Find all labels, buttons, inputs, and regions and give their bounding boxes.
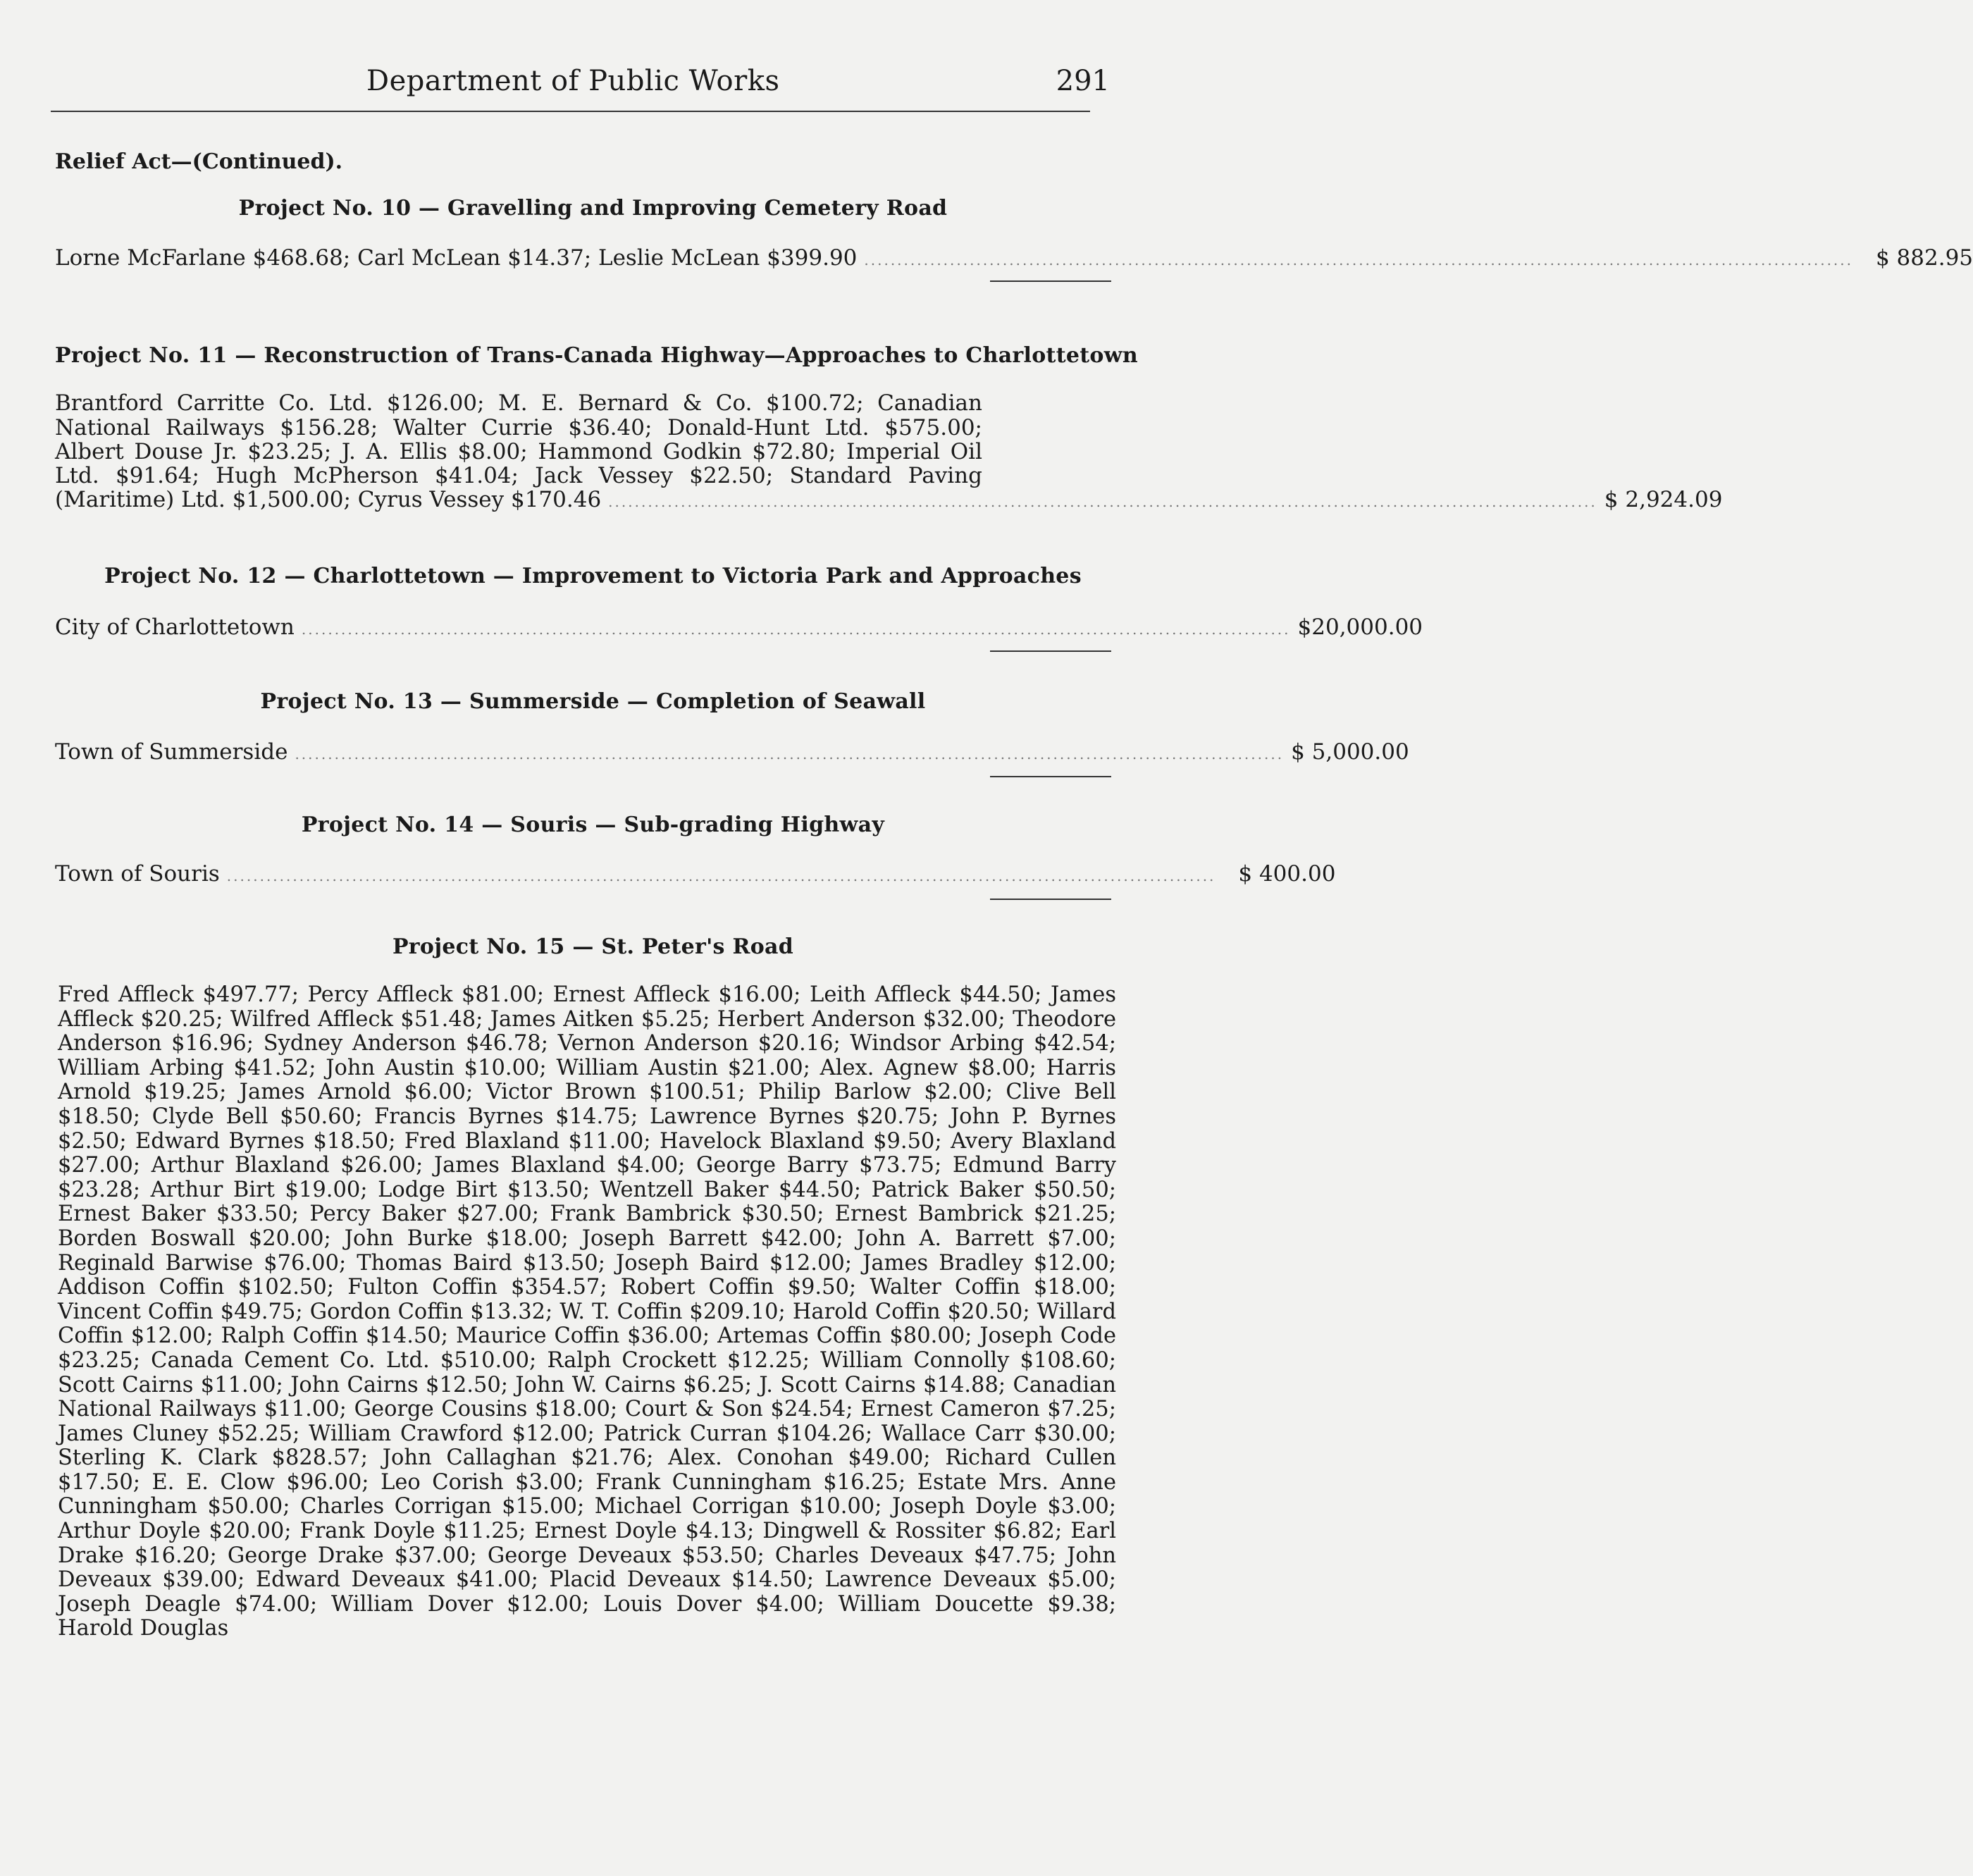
dot-leader: ...................................................................................................................................................... [295, 746, 1285, 763]
dot-leader: ...................................................................................................................................................... [608, 493, 1597, 510]
project-12-entry [55, 615, 1423, 640]
dot-leader: ...................................................................................................................................................... [226, 868, 1216, 884]
project-14-title: Project No. 14 — Souris — Sub-grading Highway [301, 813, 885, 837]
project-13-text: Town of Summerside [55, 739, 288, 765]
project-15-payee-list: Fred Affleck $497.77; Percy Affleck $81.00; Ernest Affleck $16.00; Leith Affleck $44.50; James Affleck $20.25; Wilfred Affleck $51.48; James Aitken $5.25; Herbert Anderson $32.00; Theodore Anderson $16.96; Sydney Anderson $46.78; Vernon Anderson $20.16; Windsor Arbing $42.54; William Arbing $41.52; John Austin $10.00; William Austin $21.00; Alex. Agnew $8.00; Harris Arnold $19.25; James Arnold $6.00; Victor Brown $100.51; Philip Barlow $2.00; Clive Bell $18.50; Clyde Bell $50.60; Francis Byrnes $14.75; Lawrence Byrnes $20.75; John P. Byrnes $2.50; Edward Byrnes $18.50; Fred Blaxland $11.00; Havelock Blaxland $9.50; Avery Blaxland $27.00; Arthur Blaxland $26.00; James Blaxland $4.00; George Barry $73.75; Edmund Barry $23.28; Arthur Birt $19.00; Lodge Birt $13.50; Wentzell Baker $44.50; Patrick Baker $50.50; Ernest Baker $33.50; Percy Baker $27.00; Frank Bambrick $30.50; Ernest Bambrick $21.25; Borden Boswall $20.00; John Burke $18.00; Joseph Barrett $42.00; John A. Barrett $7.00; Reginald Barwise $76.00; Thomas Baird $13.50; Joseph Baird $12.00; James Bradley $12.00; Addison Coffin $102.50; Fulton Coffin $354.57; Robert Coffin $9.50; Walter Coffin $18.00; Vincent Coffin $49.75; Gordon Coffin $13.32; W. T. Coffin $209.10; Harold Coffin $20.50; Willard Coffin $12.00; Ralph Coffin $14.50; Maurice Coffin $36.00; Artemas Coffin $80.00; Joseph Code $23.25; Canada Cement Co. Ltd. $510.00; Ralph Crockett $12.25; William Connolly $108.60; Scott Cairns $11.00; John Cairns $12.50; John W. Cairns $6.25; J. Scott Cairns $14.88; Canadian National Railways $11.00; George Cousins $18.00; Court & Son $24.54; Ernest Cameron $7.25; James Cluney $52.25; William Crawford $12.00; Patrick Curran $104.26; Wallace Carr $30.00; Sterling K. Clark $828.57; John Callaghan $21.76; Alex. Conohan $49.00; Richard Cullen $17.50; E. E. Clow $96.00; Leo Corish $3.00; Frank Cunningham $16.25; Estate Mrs. Anne Cunningham $50.00; Charles Corrigan $15.00; Michael Corrigan $10.00; Joseph Doyle $3.00; Arthur Doyle $20.00; Frank Doyle $11.25; Ernest Doyle $4.13; Dingwell & Rossiter $6.82; Earl Drake $16.20; George Drake $37.00; George Deveaux $53.50; Charles Deveaux $47.75; John Deveaux $39.00; Edward Deveaux $41.00; Placid Deveaux $14.50; Lawrence Deveaux $5.00; Joseph Deagle $74.00; William Dover $12.00; Louis Dover $4.00; William Doucette $9.38; Harold Douglas [58, 982, 1116, 1641]
project-11-last-line [55, 487, 1723, 514]
project-11-amount: $ 2,924.09 [1604, 487, 1723, 512]
project-12-title: Project No. 12 — Charlottetown — Improvement to Victoria Park and Approaches [104, 564, 1082, 588]
project-10-text: Lorne McFarlane $468.68; Carl McLean $14.37; Leslie McLean $399.90 [55, 245, 858, 271]
project-14-text: Town of Souris [55, 861, 220, 887]
section-heading: Relief Act—(Continued). [55, 149, 343, 174]
project-13-amount: $ 5,000.00 [1291, 739, 1409, 765]
project-10-entry [55, 245, 1973, 271]
project-11-line-4: Ltd. $91.64; Hugh McPherson $41.04; Jack Vessey $22.50; Standard Paving [55, 463, 982, 488]
amount-rule [990, 650, 1111, 652]
amount-rule [990, 280, 1111, 282]
header-rule [51, 111, 1090, 112]
project-11-last-text: (Maritime) Ltd. $1,500.00; Cyrus Vessey $170.46 [55, 487, 602, 512]
project-12-amount: $20,000.00 [1297, 615, 1423, 640]
project-10-amount: $ 882.95 [1875, 245, 1973, 271]
project-11-title: Project No. 11 — Reconstruction of Trans-Canada Highway—Approaches to Charlottetown [55, 343, 1138, 368]
project-11-line-3: Albert Douse Jr. $23.25; J. A. Ellis $8.00; Hammond Godkin $72.80; Imperial Oil [55, 439, 982, 464]
project-13-entry [55, 739, 1409, 765]
project-14-amount: $ 400.00 [1238, 861, 1336, 887]
project-11-line-1: Brantford Carritte Co. Ltd. $126.00; M. E. Bernard & Co. $100.72; Canadian [55, 390, 982, 416]
project-14-entry [55, 861, 1336, 887]
dot-leader: ...................................................................................................................................................... [301, 621, 1291, 638]
project-15-title: Project No. 15 — St. Peter's Road [392, 934, 794, 959]
page-number: 291 [1056, 65, 1110, 97]
dot-leader: ...................................................................................................................................................... [864, 252, 1854, 269]
amount-rule [990, 899, 1111, 900]
page-header-title: Department of Public Works [366, 65, 780, 97]
project-13-title: Project No. 13 — Summerside — Completion of Seawall [260, 689, 926, 714]
project-10-title: Project No. 10 — Gravelling and Improving Cemetery Road [238, 196, 948, 221]
amount-rule [990, 776, 1111, 777]
project-12-text: City of Charlottetown [55, 615, 295, 640]
project-11-line-2: National Railways $156.28; Walter Currie $36.40; Donald-Hunt Ltd. $575.00; [55, 415, 982, 440]
